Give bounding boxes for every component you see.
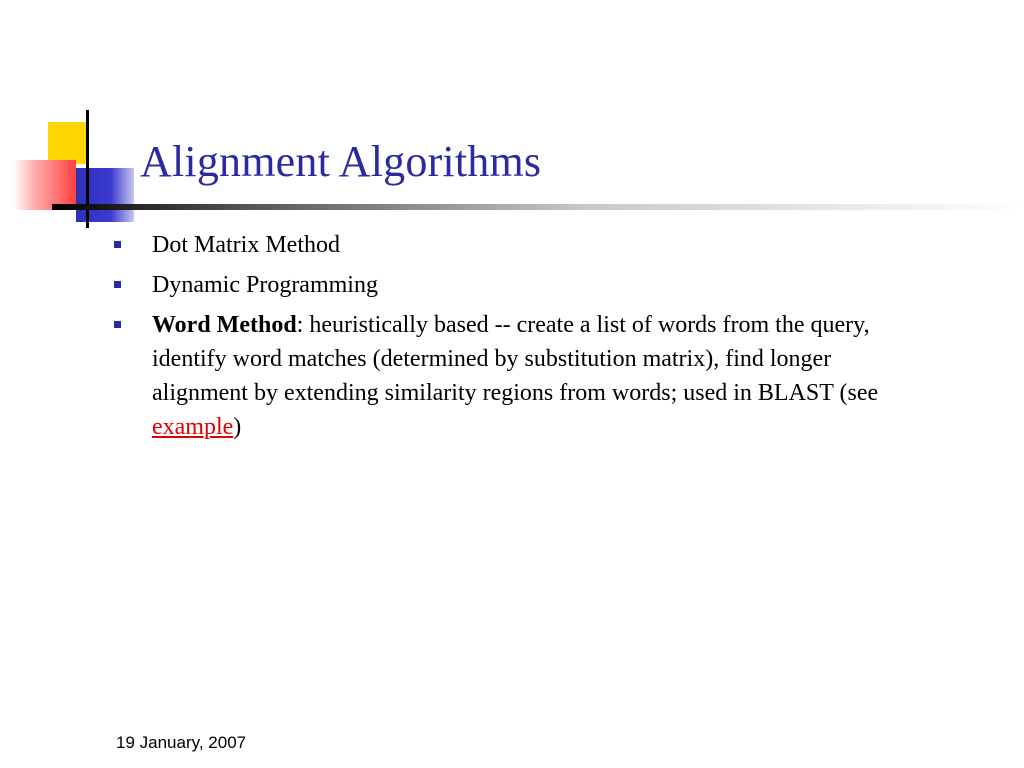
blue-square (76, 168, 134, 222)
example-link[interactable]: example (152, 414, 234, 440)
red-square (14, 160, 76, 210)
footer-date: 19 January, 2007 (116, 733, 247, 752)
bullet-item-dot-matrix (114, 228, 914, 262)
title-underline (52, 204, 1024, 210)
bullet-bold-term: Word Method (152, 312, 297, 338)
bullet-list (114, 228, 914, 450)
bullet-item-dynamic-programming (114, 268, 914, 302)
bullet-item-word-method (114, 308, 914, 444)
bullet-text-after: ) (233, 414, 242, 440)
slide-title: Alignment Algorithms (140, 137, 542, 186)
vertical-divider (86, 110, 89, 228)
bullet-text: Dot Matrix Method (152, 232, 340, 258)
square-bullet-icon (114, 281, 121, 288)
bullet-text: Dynamic Programming (152, 272, 378, 298)
yellow-square (48, 122, 86, 164)
square-bullet-icon (114, 321, 121, 328)
square-bullet-icon (114, 241, 121, 248)
bullet-text: : heuristically based -- create a list of words from the query, identify word matches (determined by substitution matrix), find longer alignment by extending similarity regions from words; used in BLAST (see (152, 312, 879, 406)
